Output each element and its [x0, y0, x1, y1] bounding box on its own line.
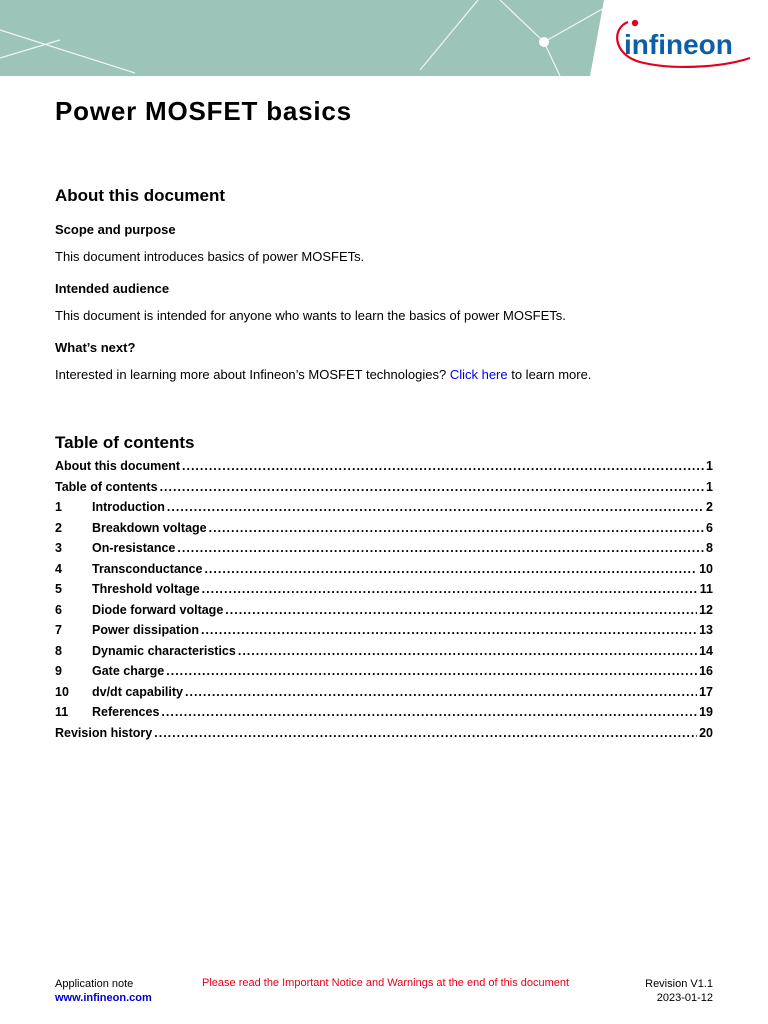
toc-entry-page: 10 [699, 561, 713, 576]
whats-next-text-after: to learn more. [507, 367, 592, 382]
infineon-logo [610, 14, 756, 76]
toc-entry[interactable] [55, 459, 713, 480]
toc-entry-leader [185, 685, 697, 699]
toc-entry-page: 11 [699, 582, 713, 596]
toc-entry[interactable] [55, 664, 713, 685]
toc-entry[interactable] [55, 705, 713, 726]
toc-entry-page: 2 [706, 500, 713, 514]
footer-website-link[interactable]: www.infineon.com [55, 992, 152, 1004]
toc-entry-title: Introduction [92, 500, 165, 514]
toc-entry-page: 20 [699, 725, 713, 740]
toc-entry-page: 19 [699, 705, 713, 719]
toc-entry[interactable] [55, 603, 713, 624]
toc-entry-page: 14 [699, 643, 713, 658]
footer-revision: Revision V1.1 [645, 978, 713, 990]
toc-entry-title: Revision history [55, 725, 153, 740]
toc-entry[interactable] [55, 644, 713, 665]
toc-entry-title: Breakdown voltage [92, 520, 207, 535]
toc-entry-leader [160, 480, 704, 494]
toc-entry-number: 6 [55, 602, 62, 617]
toc-entry-page: 1 [706, 459, 713, 473]
audience-text: This document is intended for anyone who wants to learn the basics of power MOSFETs. [55, 308, 566, 323]
scope-heading: Scope and purpose [55, 222, 176, 237]
click-here-link[interactable]: Click here [449, 367, 508, 382]
whats-next-text [55, 367, 591, 382]
toc-entry[interactable] [55, 582, 713, 603]
whats-next-text-before: Interested in learning more about Infineon’s MOSFET technologies? [55, 367, 450, 382]
toc-entry-leader [238, 644, 697, 658]
toc-entry-title: About this document [55, 459, 180, 473]
toc-entry-number: 7 [55, 623, 62, 637]
toc-entry-title: Dynamic characteristics [92, 643, 236, 658]
toc-entry[interactable] [55, 480, 713, 501]
toc-entry-title: Table of contents [55, 479, 158, 494]
toc-entry[interactable] [55, 623, 713, 644]
toc-entry-leader [182, 459, 704, 473]
toc-entry-title: Gate charge [92, 664, 165, 678]
toc-entry-title: On-resistance [92, 541, 176, 555]
whats-next-heading: What’s next? [55, 340, 136, 355]
toc-entry-page: 8 [706, 541, 713, 555]
toc-entry-number: 4 [55, 561, 62, 576]
toc-entry-title: Diode forward voltage [92, 602, 224, 617]
toc-entry-leader [166, 664, 697, 678]
toc-entry-number: 1 [55, 500, 62, 514]
toc-list [55, 459, 713, 746]
toc-entry-title: References [92, 705, 160, 719]
toc-entry-leader [161, 705, 697, 719]
footer-right [645, 977, 713, 1005]
toc-entry[interactable] [55, 541, 713, 562]
toc-entry-title: Threshold voltage [92, 582, 200, 596]
toc-entry-leader [154, 726, 697, 740]
toc-entry[interactable] [55, 500, 713, 521]
toc-entry-leader [167, 500, 704, 514]
toc-entry-leader [225, 603, 697, 617]
footer-notice: Please read the Important Notice and Warnings at the end of this document [202, 977, 570, 989]
toc-entry-page: 6 [706, 520, 713, 535]
toc-entry-page: 1 [706, 479, 713, 494]
toc-entry[interactable] [55, 562, 713, 583]
toc-entry-leader [177, 541, 704, 555]
toc-entry-page: 13 [699, 623, 713, 637]
toc-entry-leader [209, 521, 704, 535]
audience-heading: Intended audience [55, 281, 170, 296]
document-title: Power MOSFET basics [55, 96, 352, 126]
toc-entry-title: dv/dt capability [92, 684, 183, 699]
toc-entry-page: 17 [699, 684, 713, 699]
toc-entry-number: 10 [55, 684, 69, 699]
toc-entry-number: 3 [55, 541, 62, 555]
toc-entry-number: 9 [55, 664, 62, 678]
about-heading: About this document [55, 186, 225, 205]
toc-entry[interactable] [55, 685, 713, 706]
toc-entry-number: 5 [55, 582, 62, 596]
toc-entry[interactable] [55, 726, 713, 747]
toc-entry-title: Power dissipation [92, 623, 199, 637]
toc-entry-leader [201, 623, 697, 637]
toc-entry-page: 16 [699, 664, 713, 678]
logo-text: infineon [624, 29, 733, 60]
footer-doc-type: Application note [55, 978, 134, 990]
toc-entry-title: Transconductance [92, 561, 203, 576]
toc-entry-number: 2 [55, 520, 62, 535]
footer-date: 2023-01-12 [656, 992, 713, 1004]
footer-left [55, 977, 152, 1005]
toc-entry-number: 11 [55, 705, 69, 719]
toc-entry-number: 8 [55, 643, 62, 658]
toc-entry-page: 12 [699, 602, 713, 617]
toc-entry[interactable] [55, 521, 713, 542]
toc-entry-leader [202, 582, 698, 596]
toc-heading: Table of contents [55, 433, 195, 452]
scope-text: This document introduces basics of power MOSFETs. [55, 249, 365, 264]
toc-entry-leader [204, 562, 697, 576]
